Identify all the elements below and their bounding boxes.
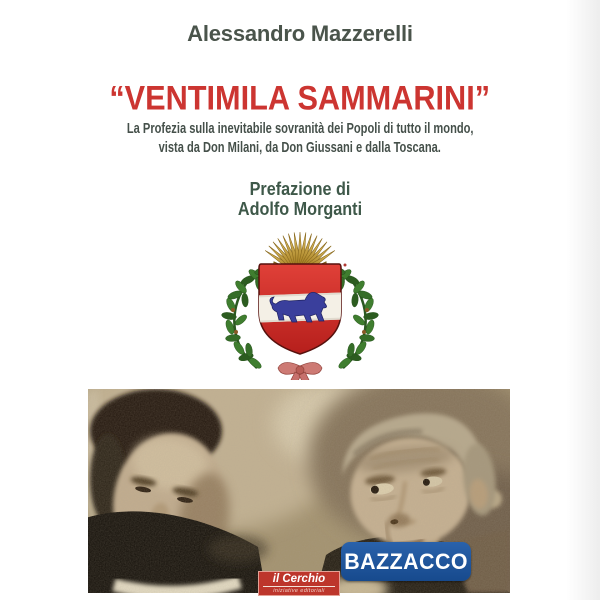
publisher-badge-label: BAZZACCO <box>344 548 468 574</box>
preface-line-1: Prefazione di <box>249 179 351 199</box>
scan-shadow <box>566 0 600 600</box>
coat-of-arms <box>213 220 387 380</box>
imprint-logo <box>258 571 340 596</box>
author-name: Alessandro Mazzerelli <box>187 21 413 46</box>
subtitle-line-1: La Profezia sulla inevitabile sovranità dei Popoli di tutto il mondo, <box>126 120 474 137</box>
shield <box>255 264 347 355</box>
subtitle <box>0 120 600 157</box>
publisher-badge <box>341 542 471 581</box>
preface-credit <box>0 179 600 219</box>
imprint-name: il Cerchio <box>263 573 335 587</box>
imprint-tagline: iniziative editoriali <box>273 588 325 594</box>
preface-line-2: Adolfo Morganti <box>237 199 363 219</box>
subtitle-line-2: vista da Don Milani, da Don Giussani e dalla Toscana. <box>158 138 442 156</box>
book-title-text: “VENTIMILA SAMMARINI” <box>109 78 491 117</box>
ribbon-bow <box>278 362 322 380</box>
book-title <box>0 79 600 117</box>
